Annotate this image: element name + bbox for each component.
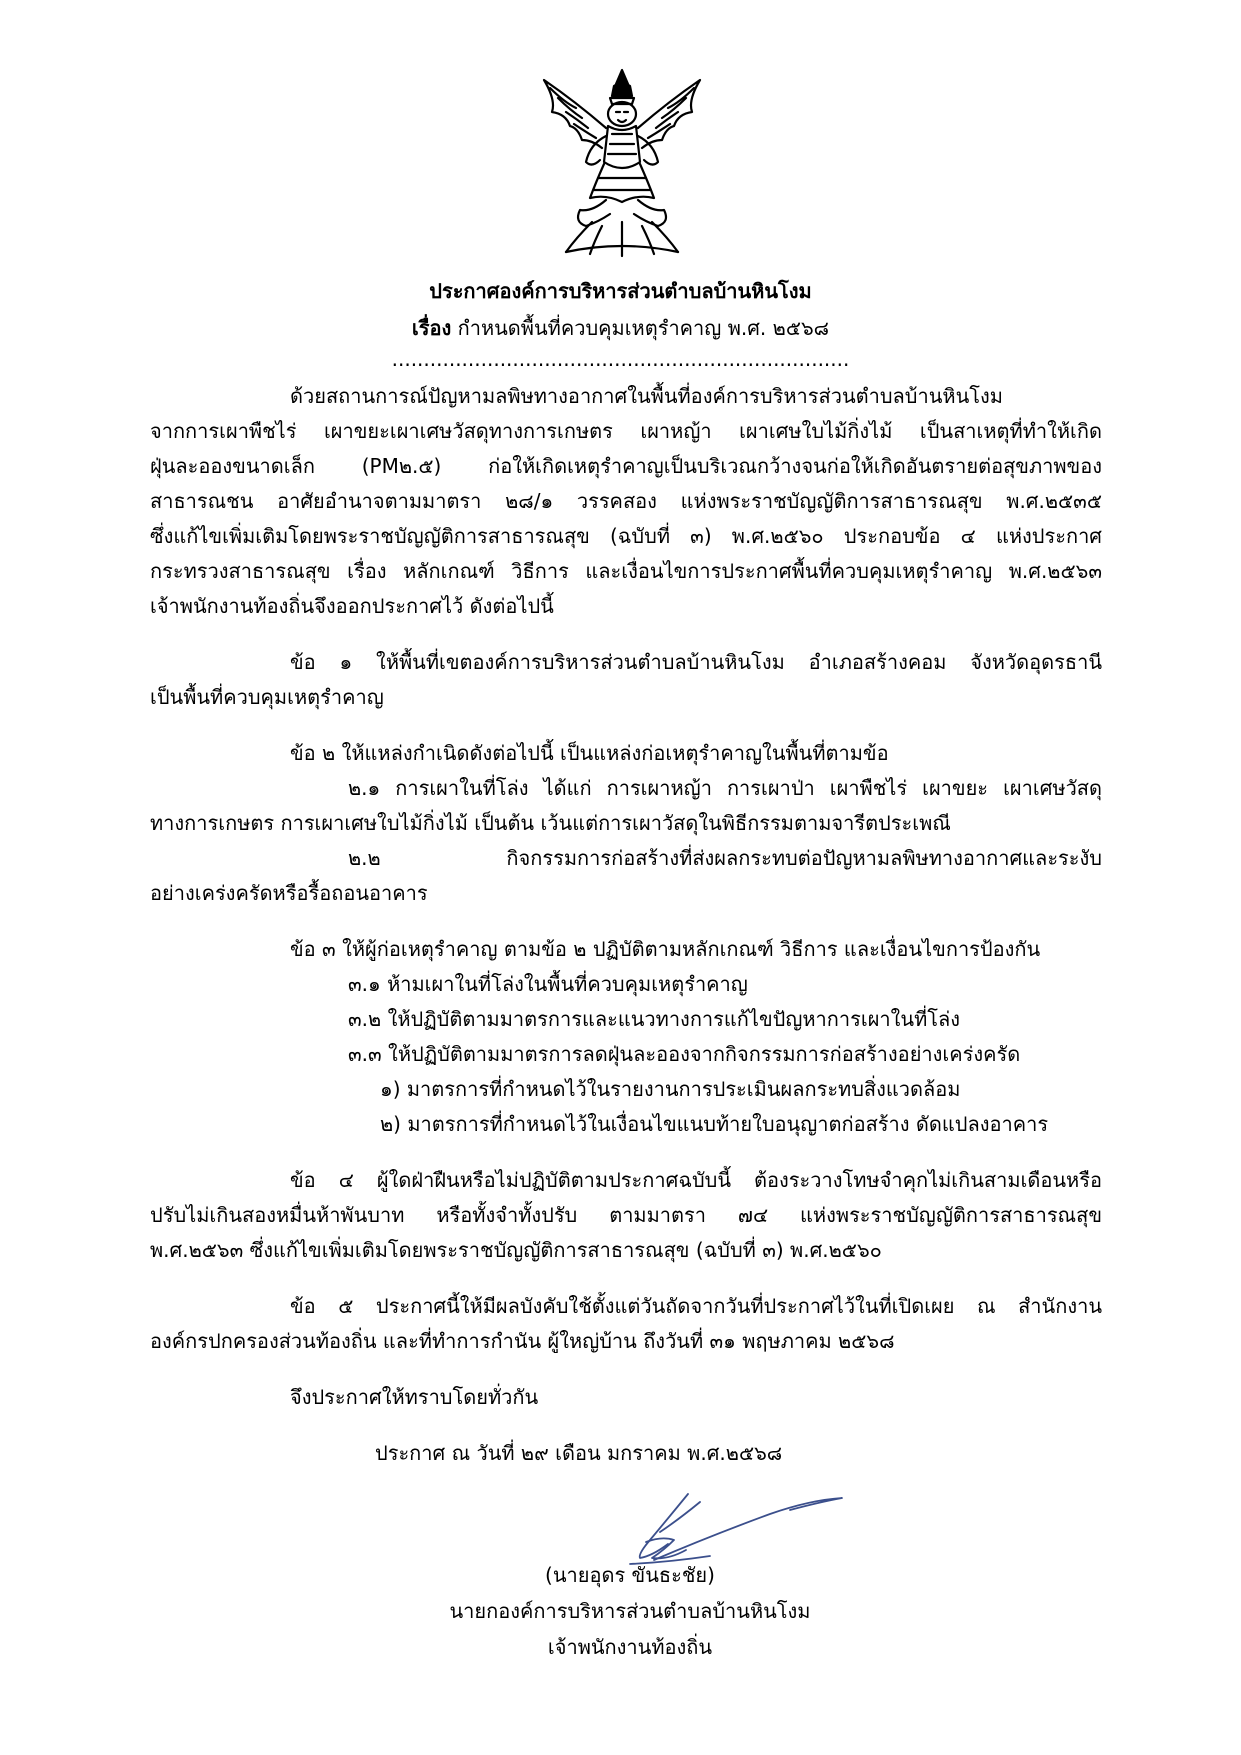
preamble-line: ฝุ่นละอองขนาดเล็ก (PM๒.๕) ก่อให้เกิดเหตุรำคาญเป็นบริเวณกว้างจนก่อให้เกิดอันตรายต่อสุขภาพของ (150, 454, 1102, 478)
signatory-name: (นายอุดร ขันธะชัย) (545, 1563, 715, 1587)
preamble-line: ซึ่งแก้ไขเพิ่มเติมโดยพระราชบัญญัติการสาธารณสุข (ฉบับที่ ๓) พ.ศ.๒๕๖๐ ประกอบข้อ ๔ แห่งประกาศ (150, 524, 1102, 548)
clause-1-line: ข้อ ๑ ให้พื้นที่เขตองค์การบริหารส่วนตำบลบ้านหินโงม อำเภอสร้างคอม จังหวัดอุดรธานี (290, 650, 1102, 674)
preamble-line: ด้วยสถานการณ์ปัญหามลพิษทางอากาศในพื้นที่องค์การบริหารส่วนตำบลบ้านหินโงม (290, 384, 1003, 408)
clause-3-item: ๓.๑ ห้ามเผาในที่โล่งในพื้นที่ควบคุมเหตุรำคาญ (348, 972, 748, 996)
signatory-position: นายกองค์การบริหารส่วนตำบลบ้านหินโงม (449, 1599, 811, 1623)
clause-4-line: ข้อ ๔ ผู้ใดฝ่าฝืนหรือไม่ปฏิบัติตามประกาศฉบับนี้ ต้องระวางโทษจำคุกไม่เกินสามเดือนหรือ (290, 1168, 1102, 1192)
handwritten-signature (590, 1480, 850, 1570)
clause-3-subitem: ๑) มาตรการที่กำหนดไว้ในรายงานการประเมินผลกระทบสิ่งแวดล้อม (380, 1077, 961, 1101)
clause-1-line: เป็นพื้นที่ควบคุมเหตุรำคาญ (150, 685, 384, 709)
closing-line: จึงประกาศให้ทราบโดยทั่วกัน (290, 1385, 539, 1409)
clause-3-item: ๓.๒ ให้ปฏิบัติตามมาตรการและแนวทางการแก้ไขปัญหาการเผาในที่โล่ง (348, 1007, 961, 1031)
clause-3-intro: ข้อ ๓ ให้ผู้ก่อเหตุรำคาญ ตามข้อ ๒ ปฏิบัติตามหลักเกณฑ์ วิธีการ และเงื่อนไขการป้องกัน (290, 937, 1041, 961)
announcement-date: ประกาศ ณ วันที่ ๒๙ เดือน มกราคม พ.ศ.๒๕๖๘ (375, 1441, 783, 1465)
preamble-line: สาธารณชน อาศัยอำนาจตามมาตรา ๒๘/๑ วรรคสอง แห่งพระราชบัญญัติการสาธารณสุข พ.ศ.๒๕๓๕ (150, 489, 1102, 513)
clause-4-line: พ.ศ.๒๕๖๓ ซึ่งแก้ไขเพิ่มเติมโดยพระราชบัญญัติการสาธารณสุข (ฉบับที่ ๓) พ.ศ.๒๕๖๐ (150, 1238, 882, 1262)
subject-label: เรื่อง (411, 316, 452, 340)
subject-line (0, 313, 1241, 343)
signatory-role: เจ้าพนักงานท้องถิ่น (547, 1635, 713, 1659)
preamble-line: เจ้าพนักงานท้องถิ่นจึงออกประกาศไว้ ดังต่อไปนี้ (150, 594, 554, 618)
garuda-emblem-icon (536, 62, 708, 258)
clause-2-1-line: ทางการเกษตร การเผาเศษใบไม้กิ่งไม้ เป็นต้น เว้นแต่การเผาวัสดุในพิธีกรรมตามจารีตประเพณี (150, 811, 951, 835)
clause-2-2-line: อย่างเคร่งครัดหรือรื้อถอนอาคาร (150, 881, 428, 905)
subject-text: กำหนดพื้นที่ควบคุมเหตุรำคาญ พ.ศ. ๒๕๖๘ (457, 316, 830, 340)
preamble-line: จากการเผาพืชไร่ เผาขยะเผาเศษวัสดุทางการเกษตร เผาหญ้า เผาเศษใบไม้กิ่งไม้ เป็นสาเหตุที่ทำให้เกิด (150, 419, 1102, 443)
clause-4-line: ปรับไม่เกินสองหมื่นห้าพันบาท หรือทั้งจำทั้งปรับ ตามมาตรา ๗๔ แห่งพระราชบัญญัติการสาธารณสุข (150, 1203, 1102, 1227)
header-separator: ........................................................................ (391, 347, 850, 371)
preamble-line: กระทรวงสาธารณสุข เรื่อง หลักเกณฑ์ วิธีการ และเงื่อนไขการประกาศพื้นที่ควบคุมเหตุรำคาญ พ.ศ.๒๕๖๓ (150, 559, 1102, 583)
clause-3-subitem: ๒) มาตรการที่กำหนดไว้ในเงื่อนไขแนบท้ายใบอนุญาตก่อสร้าง ดัดแปลงอาคาร (380, 1112, 1049, 1136)
clause-3-item: ๓.๓ ให้ปฏิบัติตามมาตรการลดฝุ่นละอองจากกิจกรรมการก่อสร้างอย่างเคร่งครัด (348, 1042, 1021, 1066)
clause-2-2-line: ๒.๒ กิจกรรมการก่อสร้างที่ส่งผลกระทบต่อปัญหามลพิษทางอากาศและระงับ (348, 846, 1102, 870)
clause-5-line: องค์กรปกครองส่วนท้องถิ่น และที่ทำการกำนัน ผู้ใหญ่บ้าน ถึงวันที่ ๓๑ พฤษภาคม ๒๕๖๘ (150, 1329, 895, 1353)
clause-2-intro: ข้อ ๒ ให้แหล่งกำเนิดดังต่อไปนี้ เป็นแหล่งก่อเหตุรำคาญในพื้นที่ตามข้อ (290, 741, 889, 765)
clause-2-1-line: ๒.๑ การเผาในที่โล่ง ได้แก่ การเผาหญ้า การเผาป่า เผาพืชไร่ เผาขยะ เผาเศษวัสดุ (348, 776, 1102, 800)
clause-5-line: ข้อ ๕ ประกาศนี้ให้มีผลบังคับใช้ตั้งแต่วันถัดจากวันที่ประกาศไว้ในที่เปิดเผย ณ สำนักงาน (290, 1294, 1102, 1318)
announcement-title: ประกาศองค์การบริหารส่วนตำบลบ้านหินโงม (429, 279, 812, 303)
